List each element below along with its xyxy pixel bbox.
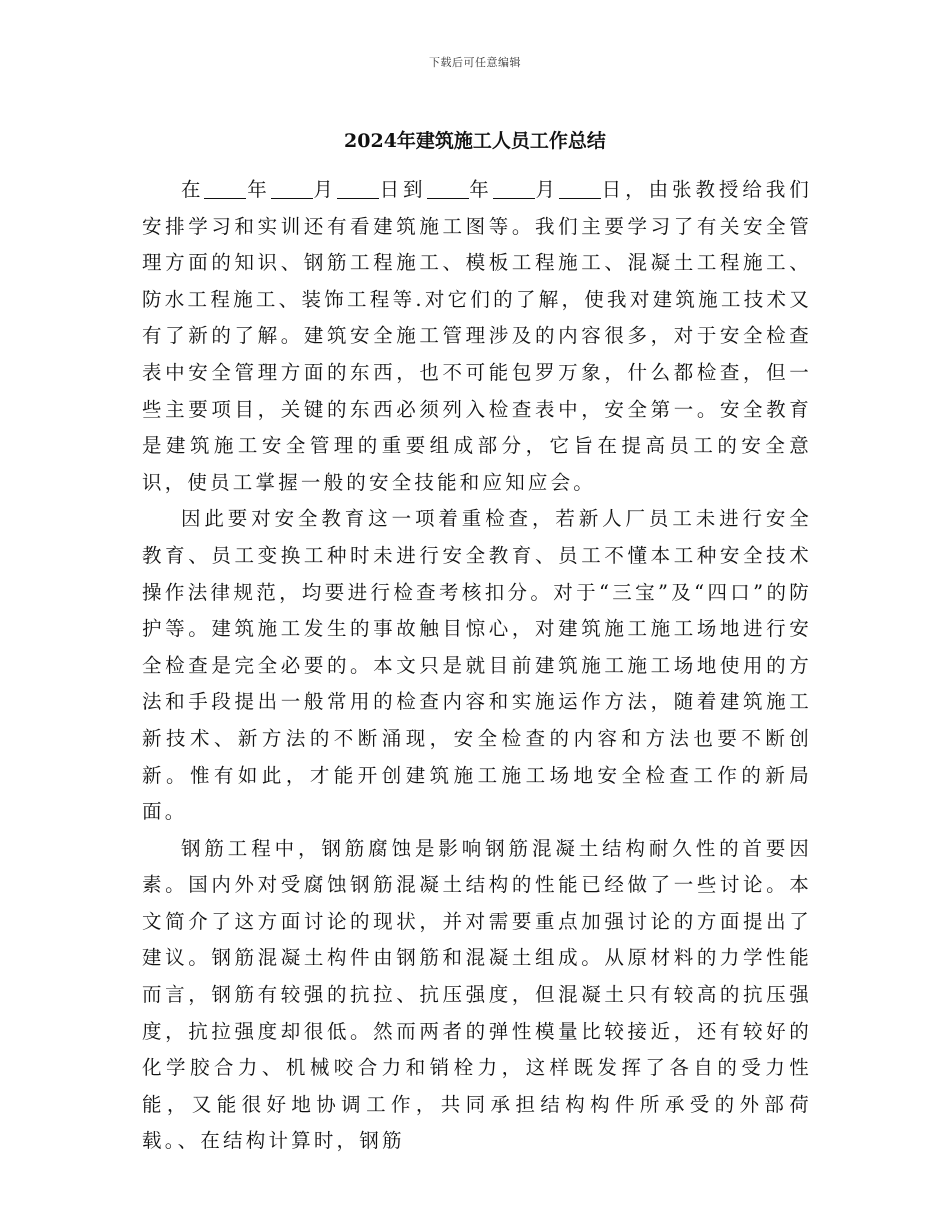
paragraph-2: 因此要对安全教育这一项着重检查，若新人厂员工未进行安全教育、员工变换工种时未进行安全教育、员工不懂本工种安全技术操作法律规范，均要进行检查考核扣分。对于“三宝”及“四口”的防护等。建筑施工发生的事故触目惊心，对建筑施工施工场地进行安全检查是完全必要的。本文只是就目前建筑施工施工场地使用的方法和手段提出一般常用的检查内容和实施运作方法，随着建筑施工新技术、新方法的不断涌现，安全检查的内容和方法也要不断创新。惟有如此，才能开创建筑施工施工场地安全检查工作的新局面。 [142, 507, 812, 824]
paragraph-1 [142, 172, 812, 501]
blank-line [271, 178, 313, 199]
document-body [142, 172, 812, 1160]
blank-line [493, 178, 535, 199]
date-word: 年 [246, 178, 271, 201]
blank-line [337, 178, 379, 199]
date-word: 月 [534, 178, 559, 201]
date-word: 日到 [378, 178, 427, 201]
paragraph-3: 钢筋工程中，钢筋腐蚀是影响钢筋混凝土结构耐久性的首要因素。国内外对受腐蚀钢筋混凝土结构的性能已经做了一些讨论。本文简介了这方面讨论的现状，并对需要重点加强讨论的方面提出了建议。钢筋混凝土构件由钢筋和混凝土组成。从原材料的力学性能而言，钢筋有较强的抗拉、抗压强度，但混凝土只有较高的抗压强度，抗拉强度却很低。然而两者的弹性模量比较接近，还有较好的化学胶合力、机械咬合力和销栓力，这样既发挥了各自的受力性能，又能很好地协调工作，共同承担结构构件所承受的外部荷载。、在结构计算时，钢筋 [142, 836, 812, 1153]
blank-line [559, 178, 601, 199]
blank-line [204, 178, 246, 199]
document-title: 2024年建筑施工人员工作总结 [344, 130, 606, 152]
blank-line [427, 178, 469, 199]
date-word: 月 [312, 178, 337, 201]
date-word: 年 [468, 178, 493, 201]
header-note: 下载后可任意编辑 [429, 56, 521, 69]
paragraph-1-text: 日，由张教授给我们安排学习和实训还有看建筑施工图等。我们主要学习了有关安全管理方面的知识、钢筋工程施工、模板工程施工、混凝土工程施工、防水工程施工、装饰工程等.对它们的了解，使我对建筑施工技术又有了新的了解。建筑安全施工管理涉及的内容很多，对于安全检查表中安全管理方面的东西，也不可能包罗万象，什么都检查，但一些主要项目，关键的东西必须列入检查表中，安全第一。安全教育是建筑施工安全管理的重要组成部分，它旨在提高员工的安全意识，使员工掌握一般的安全技能和应知应会。 [142, 178, 812, 494]
date-word: 在 [181, 178, 205, 201]
